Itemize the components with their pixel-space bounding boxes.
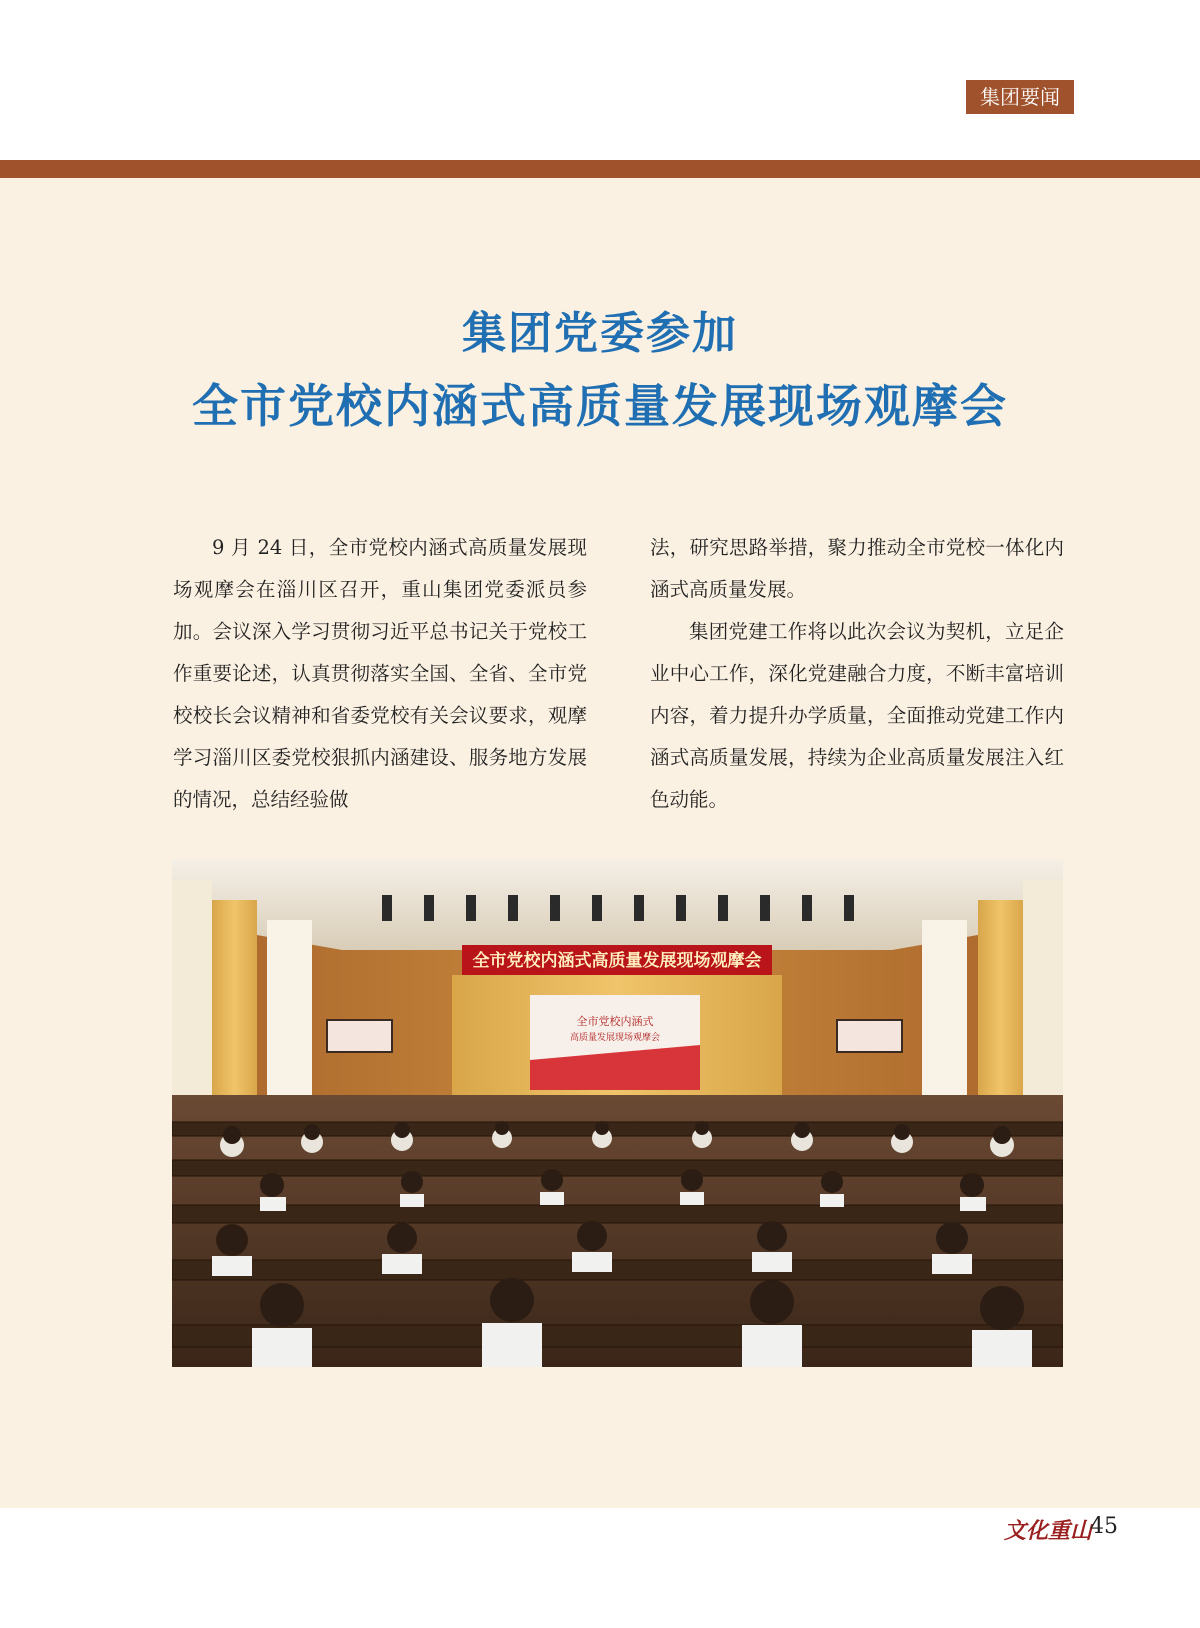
body-paragraph: 集团党建工作将以此次会议为契机，立足企业中心工作，深化党建融合力度，不断丰富培训内容，着力提升办学质量，全面推动党建工作内涵式高质量发展，持续为企业高质量发展注入红色动能。	[650, 620, 1064, 811]
body-column-left	[173, 527, 587, 821]
article-title-line1: 集团党委参加	[462, 308, 738, 359]
page-number: 45	[1090, 1514, 1118, 1539]
photo-banner-text: 全市党校内涵式高质量发展现场观摩会	[472, 951, 762, 971]
photo-screen-line1: 全市党校内涵式	[576, 1015, 654, 1028]
header-rule	[0, 160, 1200, 178]
article-title-line2: 全市党校内涵式高质量发展现场观摩会	[192, 379, 1008, 433]
photo-screen-line2: 高质量发展现场观摩会	[569, 1033, 661, 1043]
body-column-right	[650, 527, 1064, 821]
body-paragraph: 9 月 24 日，全市党校内涵式高质量发展现场观摩会在淄川区召开，重山集团党委派员参加。会议深入学习贯彻习近平总书记关于党校工作重要论述，认真贯彻落实全国、全省、全市党校校长会议精神和省委党校有关会议要求，观摩学习淄川区委党校狠抓内涵建设、服务地方发展的情况，总结经验做	[173, 536, 587, 811]
conference-photo	[172, 860, 1063, 1367]
body-paragraph-continuation: 法，研究思路举措，聚力推动全市党校一体化内涵式高质量发展。	[650, 536, 1064, 601]
section-tag: 集团要闻	[966, 80, 1074, 114]
magazine-logo: 文化重山	[1004, 1518, 1093, 1544]
